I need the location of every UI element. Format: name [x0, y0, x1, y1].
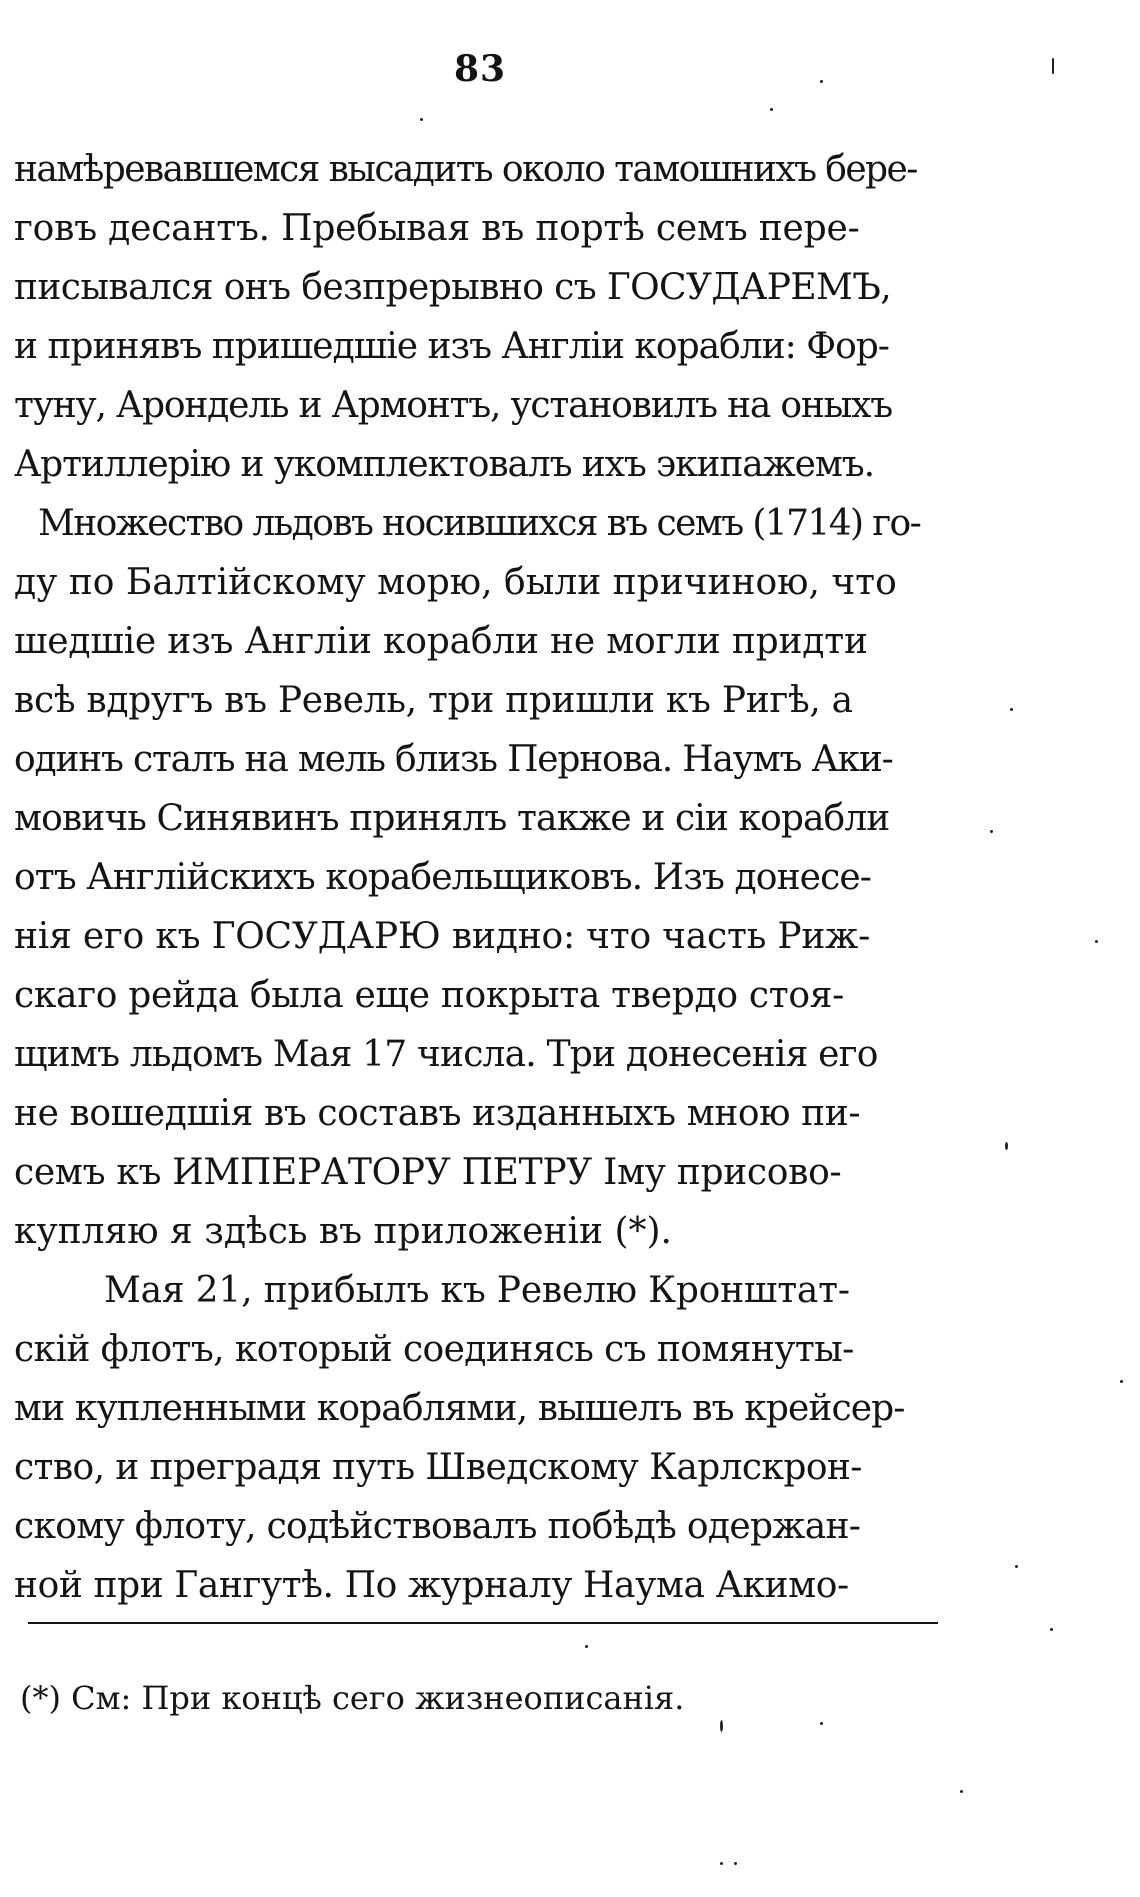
text-line: намѣревавшемся высадить около тамошнихъ бере-	[14, 149, 917, 190]
scan-speck	[990, 830, 993, 833]
text-line: мовичь Синявинъ принялъ также и сіи корабли	[14, 798, 890, 839]
text-line: щимъ льдомъ Мая 17 числа. Три донесенія его	[14, 1034, 878, 1075]
scan-speck	[720, 1862, 723, 1865]
text-line: Мая 21, прибылъ къ Ревелю Кронштат-	[104, 1270, 850, 1311]
text-line: шедшіе изъ Англіи корабли не могли придти	[14, 621, 868, 662]
text-line: писывался онъ безпрерывно съ ГОСУДАРЕМЪ,	[14, 267, 892, 308]
text-line: Множество льдовъ носившихся въ семъ (1714) го-	[38, 503, 921, 544]
scan-speck	[1050, 1628, 1053, 1631]
scan-speck	[820, 1722, 823, 1725]
text-line: купляю я здѣсь въ приложеніи (*).	[14, 1211, 673, 1252]
scan-speck	[960, 1790, 963, 1793]
scan-speck	[1015, 1565, 1018, 1568]
text-line: Артиллерію и укомплектовалъ ихъ экипажемъ.	[14, 444, 874, 485]
text-line: ми купленными кораблями, вышелъ въ крейсер-	[14, 1388, 905, 1429]
scan-speck	[1010, 708, 1013, 711]
footnote-divider	[28, 1622, 938, 1624]
scan-speck	[585, 1645, 588, 1648]
text-line: ду по Балтійскому морю, были причиною, что	[14, 562, 897, 603]
scan-speck	[820, 80, 823, 83]
text-line: скому флоту, содѣйствовалъ побѣдѣ одержан-	[14, 1506, 861, 1547]
scan-speck	[720, 1720, 723, 1732]
text-line: нія его къ ГОСУДАРЮ видно: что часть Риж-	[14, 916, 871, 957]
text-line: говъ десантъ. Пребывая въ портѣ семъ пере-	[14, 208, 860, 249]
text-line: всѣ вдругъ въ Ревель, три пришли къ Ригѣ, а	[14, 680, 853, 721]
text-line: ной при Гангутѣ. По журналу Наума Акимо-	[14, 1565, 849, 1606]
text-line: скаго рейда была еще покрыта твердо стоя-	[14, 975, 844, 1016]
text-line: не вошедшія въ составъ изданныхъ мною пи-	[14, 1093, 861, 1134]
scan-speck	[770, 108, 773, 111]
scan-speck	[420, 118, 423, 121]
scan-speck	[1005, 1142, 1008, 1150]
text-line: ство, и преградя путь Шведскому Карлскрон-	[14, 1447, 862, 1488]
footnote: (*) См: При концѣ сего жизнеописанія.	[20, 1679, 685, 1717]
text-line: семъ къ ИМПЕРАТОРУ ПЕТРУ Iму присово-	[14, 1152, 842, 1193]
text-line: скій флотъ, который соединясь съ помянуты-	[14, 1329, 854, 1370]
body-text	[14, 140, 944, 1615]
text-line: одинъ сталъ на мель близь Пернова. Наумъ Аки-	[14, 739, 893, 780]
text-line: отъ Англійскихъ корабельщиковъ. Изъ донесе-	[14, 857, 872, 898]
text-line: и принявъ пришедшіе изъ Англіи корабли: Фор-	[14, 326, 889, 367]
scan-speck	[1095, 940, 1098, 943]
page-number: 83	[453, 48, 507, 90]
text-line: туну, Арондель и Армонтъ, установилъ на оныхъ	[14, 385, 892, 426]
scan-speck	[1120, 1380, 1123, 1383]
scan-speck	[1052, 58, 1054, 74]
scan-speck	[734, 1862, 737, 1865]
